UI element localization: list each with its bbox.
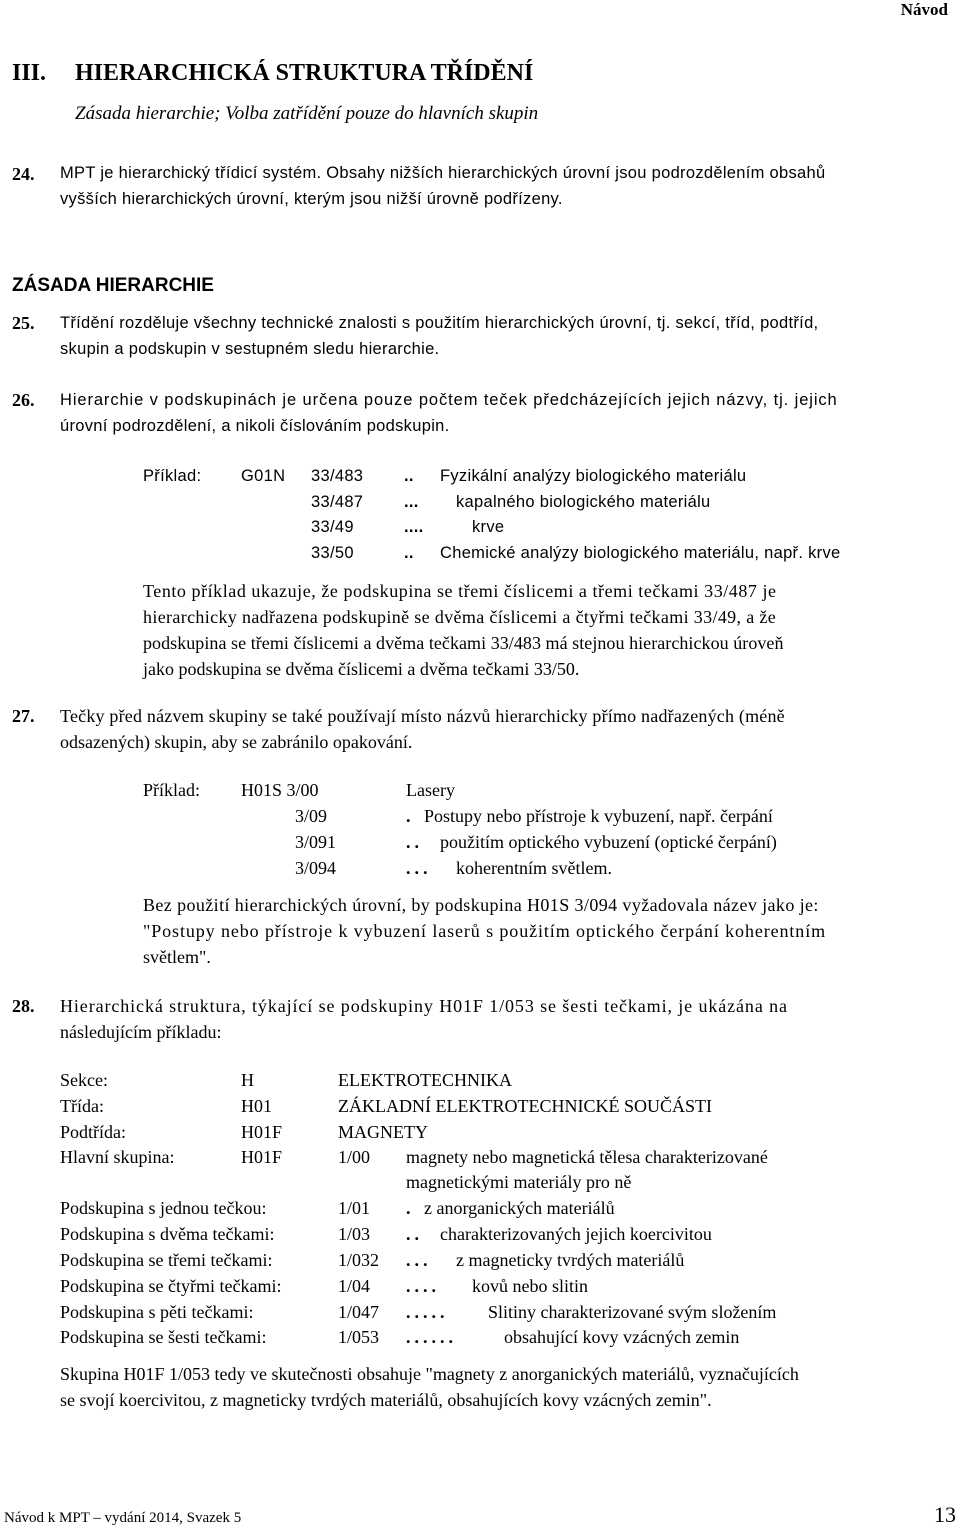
example-group: 33/50 <box>311 544 354 562</box>
paragraph-number: 26. <box>12 390 35 410</box>
example-code: H01S 3/00 <box>241 780 319 800</box>
example-dots: ... <box>406 858 432 878</box>
hierarchy-group: 1/047 <box>338 1302 380 1322</box>
hierarchy-label: Sekce: <box>60 1070 108 1090</box>
explanation-line: "Postupy nebo přístroje k vybuzení laserů s použitím optického čerpání koherentním <box>143 921 827 941</box>
explanation-line: Tento příklad ukazuje, že podskupina se třemi číslicemi a třemi tečkami 33/487 je <box>143 581 777 601</box>
example-dots: .. <box>404 544 414 562</box>
hierarchy-label: Podtřída: <box>60 1122 126 1142</box>
hierarchy-label: Podskupina s dvěma tečkami: <box>60 1224 275 1244</box>
example-text: Postupy nebo přístroje k vybuzení, např. čerpání <box>424 806 773 826</box>
paragraph-27-line1: Tečky před názvem skupiny se také používají místo názvů hierarchicky přímo nadřazených (méně <box>60 706 785 726</box>
example-text: krve <box>472 518 505 536</box>
paragraph-number: 24. <box>12 164 35 184</box>
paragraph-26-line2: úrovní podrozdělení, a nikoli číslováním podskupin. <box>60 417 450 435</box>
hierarchy-text: z anorganických materiálů <box>424 1198 615 1218</box>
example-label: Příklad: <box>143 467 202 485</box>
summary-line: Skupina H01F 1/053 tedy ve skutečnosti obsahuje "magnety z anorganických materiálů, vyznačujících <box>60 1364 799 1384</box>
example-text: Fyzikální analýzy biologického materiálu <box>440 467 747 485</box>
example-dots: ... <box>404 493 419 511</box>
hierarchy-label: Podskupina s jednou tečkou: <box>60 1198 267 1218</box>
hierarchy-dots: ...... <box>406 1327 457 1347</box>
hierarchy-text: Slitiny charakterizované svým složením <box>488 1302 777 1322</box>
hierarchy-text: magnetickými materiály pro ně <box>406 1172 632 1192</box>
example-dots: .. <box>406 832 423 852</box>
paragraph-27-line2: odsazených) skupin, aby se zabránilo opakování. <box>60 732 413 752</box>
hierarchy-code: H01F <box>241 1122 283 1142</box>
example-group: 33/487 <box>311 493 364 511</box>
hierarchy-text: z magneticky tvrdých materiálů <box>456 1250 685 1270</box>
explanation-line: podskupina se třemi číslicemi a dvěma tečkami 33/483 má stejnou hierarchickou úroveň <box>143 633 784 653</box>
hierarchy-label: Podskupina se třemi tečkami: <box>60 1250 273 1270</box>
hierarchy-text: ZÁKLADNÍ ELEKTROTECHNICKÉ SOUČÁSTI <box>338 1096 712 1116</box>
hierarchy-dots: .... <box>406 1276 440 1296</box>
example-group: 3/094 <box>295 858 337 878</box>
hierarchy-text: charakterizovaných jejich koercivitou <box>440 1224 712 1244</box>
hierarchy-label: Podskupina se čtyřmi tečkami: <box>60 1276 282 1296</box>
hierarchy-group: 1/03 <box>338 1224 371 1244</box>
subheading: ZÁSADA HIERARCHIE <box>12 275 214 296</box>
hierarchy-code: H01 <box>241 1096 272 1116</box>
hierarchy-dots: ... <box>406 1250 432 1270</box>
hierarchy-code: H01F <box>241 1147 283 1167</box>
hierarchy-group: 1/01 <box>338 1198 371 1218</box>
running-header: Návod <box>900 0 948 19</box>
hierarchy-text: obsahující kovy vzácných zemin <box>504 1327 740 1347</box>
paragraph-25-line1: Třídění rozděluje všechny technické znalosti s použitím hierarchických úrovní, tj. sekcí, tříd, podtříd, <box>60 314 819 332</box>
hierarchy-group: 1/04 <box>338 1276 371 1296</box>
example-text: koherentním světlem. <box>456 858 612 878</box>
explanation-line: světlem". <box>143 947 211 967</box>
hierarchy-label: Třída: <box>60 1096 104 1116</box>
hierarchy-text: magnety nebo magnetická tělesa charakterizované <box>406 1147 768 1167</box>
example-text: Chemické analýzy biologického materiálu, např. krve <box>440 544 841 562</box>
hierarchy-text: ELEKTROTECHNIKA <box>338 1070 512 1090</box>
paragraph-24-line1: MPT je hierarchický třídicí systém. Obsahy nižších hierarchických úrovní jsou podrozdělením obsahů <box>60 164 826 182</box>
footer-text: Návod k MPT – vydání 2014, Svazek 5 <box>4 1510 242 1526</box>
example-group: 3/091 <box>295 832 337 852</box>
example-text: Lasery <box>406 780 455 800</box>
example-text: kapalného biologického materiálu <box>456 493 711 511</box>
hierarchy-dots: ..... <box>406 1302 449 1322</box>
example-dots: .... <box>404 518 424 536</box>
example-code: G01N <box>241 467 286 485</box>
example-group: 3/09 <box>295 806 328 826</box>
hierarchy-label: Podskupina se šesti tečkami: <box>60 1327 267 1347</box>
example-text: použitím optického vybuzení (optické čerpání) <box>440 832 777 852</box>
hierarchy-label: Hlavní skupina: <box>60 1147 175 1167</box>
section-subtitle: Zásada hierarchie; Volba zatřídění pouze do hlavních skupin <box>75 103 539 124</box>
section-number: III. <box>12 60 47 86</box>
explanation-line: Bez použití hierarchických úrovní, by podskupina H01S 3/094 vyžadovala název jako je: <box>143 895 819 915</box>
paragraph-28-line2: následujícím příkladu: <box>60 1022 222 1042</box>
paragraph-28-line1: Hierarchická struktura, týkající se podskupiny H01F 1/053 se šesti tečkami, je ukázána na <box>60 996 788 1016</box>
paragraph-number: 27. <box>12 706 35 726</box>
example-group: 33/49 <box>311 518 354 536</box>
hierarchy-dots: .. <box>406 1224 423 1244</box>
hierarchy-group: 1/032 <box>338 1250 380 1270</box>
hierarchy-group: 1/053 <box>338 1327 380 1347</box>
hierarchy-text: MAGNETY <box>338 1122 428 1142</box>
hierarchy-code: H <box>241 1070 254 1090</box>
explanation-line: hierarchicky nadřazena podskupině se dvěma číslicemi a čtyřmi tečkami 33/49, a že <box>143 607 777 627</box>
paragraph-number: 28. <box>12 996 35 1016</box>
hierarchy-group: 1/00 <box>338 1147 371 1167</box>
example-label: Příklad: <box>143 780 200 800</box>
explanation-line: jako podskupina se dvěma číslicemi a dvěma tečkami 33/50. <box>143 659 580 679</box>
paragraph-25-line2: skupin a podskupin v sestupném sledu hierarchie. <box>60 340 440 358</box>
summary-line: se svojí koercivitou, z magneticky tvrdých materiálů, obsahujících kovy vzácných zemin". <box>60 1390 712 1410</box>
hierarchy-text: kovů nebo slitin <box>472 1276 588 1296</box>
paragraph-26-line1: Hierarchie v podskupinách je určena pouze počtem teček předcházejících jejich názvy, tj. jejich <box>60 391 838 409</box>
hierarchy-label: Podskupina s pěti tečkami: <box>60 1302 254 1322</box>
example-dots: . <box>406 806 415 826</box>
hierarchy-dots: . <box>406 1198 415 1218</box>
page-number: 13 <box>934 1502 956 1527</box>
paragraph-24-line2: vyšších hierarchických úrovní, kterým jsou nižší úrovně podřízeny. <box>60 190 563 208</box>
example-dots: .. <box>404 467 414 485</box>
section-title: HIERARCHICKÁ STRUKTURA TŘÍDĚNÍ <box>75 60 534 86</box>
paragraph-number: 25. <box>12 313 35 333</box>
example-group: 33/483 <box>311 467 364 485</box>
